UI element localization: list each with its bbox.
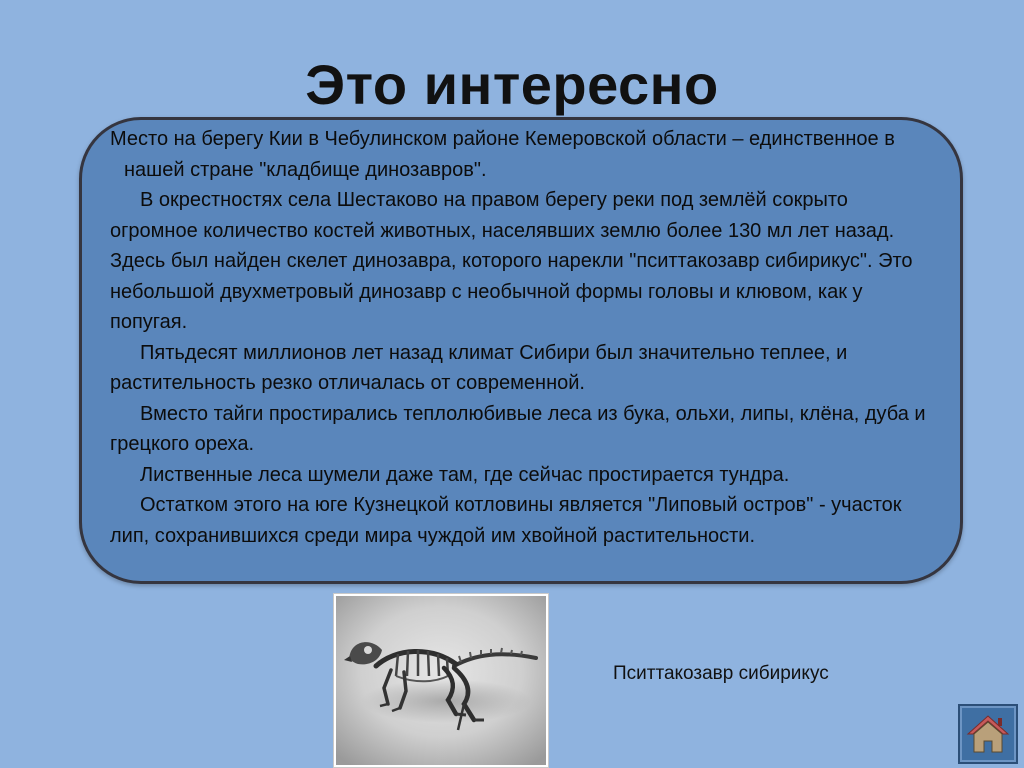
home-button[interactable] [958, 704, 1018, 764]
slide-title: Это интересно [305, 53, 719, 116]
text-body [110, 124, 940, 551]
paragraph-2: В окрестностях села Шестаково на правом берегу реки под землёй сокрыто огромное количество костей животных, населявших землю более 130 мл лет назад. Здесь был найден скелет динозавра, которого нарекли "пситтакозавр сибирикус". Это небольшой двухметровый динозавр с необычной формы головы и клювом, как у попугая. [110, 189, 913, 333]
paragraph-1: Место на берегу Кии в Чебулинском районе Кемеровской области – единственное в нашей стране "кладбище динозавров". [110, 128, 895, 181]
image-caption: Пситтакозавр сибирикус [613, 663, 829, 684]
dinosaur-skeleton-image [336, 596, 546, 765]
home-icon [960, 706, 1016, 762]
paragraph-5: Лиственные леса шумели даже там, где сейчас простирается тундра. [140, 463, 790, 486]
dinosaur-skeleton-photo [333, 593, 549, 768]
paragraph-3: Пятьдесят миллионов лет назад климат Сибири был значительно теплее, и растительность резко отличалась от современной. [110, 341, 848, 394]
paragraph-6: Остатком этого на юге Кузнецкой котловины является "Липовый остров" - участок лип, сохранившихся среди мира чуждой им хвойной растительности. [110, 494, 902, 547]
paragraph-4: Вместо тайги простирались теплолюбивые леса из бука, ольхи, липы, клёна, дуба и грецкого ореха. [110, 402, 926, 455]
